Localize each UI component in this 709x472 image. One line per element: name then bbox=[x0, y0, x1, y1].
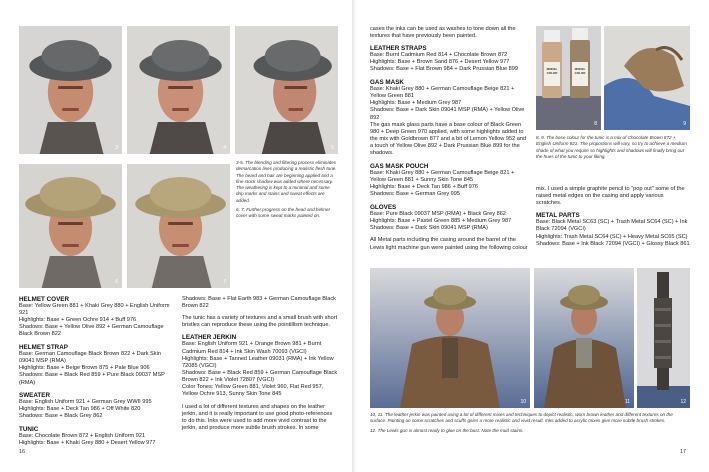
soldier-head-image bbox=[235, 26, 338, 154]
bust-side-image bbox=[534, 268, 634, 408]
bottle-label: MODEL COLOR bbox=[574, 67, 586, 75]
photo-number: 3 bbox=[115, 145, 118, 151]
paint-recipe-gas-mask bbox=[370, 79, 530, 157]
paint-recipe-gloves bbox=[370, 204, 530, 232]
soldier-head-image bbox=[127, 164, 230, 288]
recipe-line: Highlights: Base + Pastel Green 885 + Medium Grey 987 bbox=[370, 217, 512, 224]
photo-number: 7 bbox=[223, 279, 226, 285]
caption-text: 3-5. The blending and filtering process eliminates demarcation lines producing a realistic flesh tone. The beard and hair are beginning applied and a fine stock shadow was added where necessary. The weathering is kept to a minimal and some drip marks and stains and sweat effects are added. bbox=[236, 160, 337, 203]
caption-text: 8, 9. The base colour for the tunic is a mix of Chocolate Brown 872 + English Uniform 921. The proportions will vary, so try to achieve a medium shade of what you require so highlights and shadows will finally bring out the hues of the tunic to your liking. bbox=[536, 135, 687, 159]
photo-number: 4 bbox=[223, 145, 226, 151]
caption-photos-3-5 bbox=[236, 160, 338, 223]
page-number: 17 bbox=[680, 449, 687, 455]
left-column-1 bbox=[19, 296, 175, 453]
page-gutter bbox=[352, 0, 356, 472]
body-paragraph: The tunic has a variety of textures and a small brush with short bristles can reproduce these using the pointillism technique. bbox=[182, 315, 338, 329]
recipe-line: Base: English Uniform 921 + Orange Brown 981 + Burnt Cadmium Red 814 + Ink Skin Wash 70093 (VGCI) bbox=[182, 341, 322, 355]
photo-lewis-gun bbox=[637, 268, 690, 408]
photo-number: 5 bbox=[331, 145, 334, 151]
recipe-line: Base: Khaki Grey 880 + German Camouflage Beige 821 + Yellow Green 881 bbox=[370, 86, 515, 100]
paint-recipe-helmet-cover bbox=[19, 296, 175, 339]
section-heading: HELMET COVER bbox=[19, 296, 70, 303]
tunic-detail-image bbox=[604, 26, 690, 130]
recipe-line: Base: Pure Black 09037 MSP (RMA) + Black Grey 862 bbox=[370, 210, 506, 217]
right-column-1 bbox=[370, 26, 530, 252]
photo-bust-side bbox=[534, 268, 634, 408]
caption-text: 10, 11. The leather jerkin was painted using a lot of different mixes and techniques to depict realistic, worn brown leather and different textures on the surface. Painting on some scratches and scuffs gives a more realistic and vivid result. Inks added to acrylic mixes give more subtle brush strokes. bbox=[370, 412, 673, 424]
recipe-line: Shadows: Base + Black Red 859 + German Camouflage Black Brown 822 + Ink Violet 72807 (VGCI) bbox=[182, 369, 338, 383]
photo-head-progress-4 bbox=[127, 26, 230, 154]
recipe-line: Highlights: Base + Green Ochre 914 + Buff 976 bbox=[19, 317, 137, 324]
section-heading: HELMET STRAP bbox=[19, 344, 68, 352]
page-number: 16 bbox=[19, 449, 26, 455]
soldier-head-image bbox=[19, 26, 122, 154]
recipe-line: Base: Yellow Green 881 + Khaki Grey 880 + English Uniform 921 bbox=[19, 303, 170, 317]
section-heading: LEATHER JERKIN bbox=[182, 334, 237, 342]
recipe-line: Shadows: Base + Black Red 859 + Pure Black 09037 MSP (RMA) bbox=[19, 372, 165, 386]
photo-head-progress-3 bbox=[19, 26, 122, 154]
recipe-line: Base: Khaki Grey 880 + German Camouflage Beige 821 + Yellow Green 881 + Sunny Skin Tone 845 bbox=[370, 169, 515, 183]
caption-text: 6, 7. Further progress on the head and helmet cover with some sweat marks painted on. bbox=[236, 207, 330, 219]
paint-recipe-tunic bbox=[19, 426, 175, 447]
photo-bust-front bbox=[370, 268, 530, 408]
caption-text: 12. The Lewis gun is almost ready to glue on the bust. Note the mud stains. bbox=[370, 427, 524, 433]
recipe-line: Shadows: Base + Ink Black 72094 (VGCI) + Glossy Black 861 bbox=[536, 240, 690, 247]
left-column-2 bbox=[182, 296, 338, 432]
paint-recipe-metal-parts bbox=[536, 212, 690, 247]
recipe-line: Base: Burnt Cadmium Red 814 + Chocolate Brown 872 bbox=[370, 52, 508, 59]
right-column-2 bbox=[536, 186, 690, 253]
section-heading: SWEATER bbox=[19, 392, 51, 400]
photo-number: 9 bbox=[683, 121, 686, 127]
recipe-line: Shadows: Base + Flat Brown 984 + Dark Prussian Blue 899 bbox=[370, 66, 519, 73]
photo-head-progress-5 bbox=[235, 26, 338, 154]
recipe-line: Base: English Uniform 921 + German Grey WWII 995 bbox=[19, 399, 152, 406]
bust-front-image bbox=[370, 268, 530, 408]
section-heading: METAL PARTS bbox=[536, 212, 580, 220]
bottle-label: MODEL COLOR bbox=[546, 67, 558, 75]
soldier-head-image bbox=[127, 26, 230, 154]
caption-photos-10-12 bbox=[370, 412, 690, 437]
photo-number: 8 bbox=[594, 121, 597, 127]
photo-number: 10 bbox=[520, 399, 526, 405]
photo-tunic-detail bbox=[604, 26, 690, 130]
recipe-line: Color Tones: Yellow Green 881, Violet 960, Flat Red 957, Yellow Ochre 913, Sunny Skin Tone 845 bbox=[182, 384, 324, 398]
caption-photos-8-9 bbox=[536, 135, 690, 163]
recipe-line: Shadows: Base + Yellow Olive 892 + German Camouflage Black Brown 822 bbox=[19, 324, 164, 338]
photo-head-progress-7 bbox=[127, 164, 230, 288]
body-paragraph: I used a lot of different textures and shapes on the leather jerkin, and it is really important to use good photo-references to do this. Inks were used to add more vivid contrast to the jerkin, and produce more subtle brush strokes. In some bbox=[182, 403, 333, 431]
section-heading: GAS MASK POUCH bbox=[370, 162, 429, 170]
recipe-line: The gas mask glass parts have a base colour of Black Green 980 + Deep Green 970 applied, with some highlights added to the mix with Goldbrown 877 and a bit of Lemon Yellow 952 and a touch of Yellow Olive 892 + Dark Prussian Blue 899 for the shadows. bbox=[370, 121, 527, 156]
photo-paint-bottles bbox=[536, 26, 601, 130]
recipe-line: Highlights: Base + Khaki Grey 880 + Desert Yellow 977 bbox=[19, 440, 156, 447]
recipe-line: Shadows: Base + Dark Skin 09041 MSP (RMA) + Yellow Olive 892 bbox=[370, 107, 525, 121]
section-heading: GAS MASK bbox=[370, 79, 404, 87]
paint-recipe-leather-straps bbox=[370, 45, 530, 73]
recipe-line: Shadows: Base + German Grey 995 bbox=[370, 190, 461, 197]
recipe-line: Shadows: Base + Dark Skin 09041 MSP (RMA) bbox=[370, 224, 488, 231]
photo-number: 6 bbox=[115, 279, 118, 285]
recipe-line: Shadows: Base + Black Grey 862 bbox=[19, 413, 103, 420]
recipe-line: Highlights: Base + Medium Grey 987 bbox=[370, 100, 462, 107]
paint-recipe-helmet-strap bbox=[19, 344, 175, 387]
recipe-line: Highlights: Base + Tanned Leather 09031 (RMA) + Ink Yellow 72085 (VGCI) bbox=[182, 355, 334, 369]
recipe-line: Highlights: Base + Deck Tan 986 + Off White 820 bbox=[19, 406, 141, 413]
recipe-line: Highlights: Base + Deck Tan 986 + Buff 976 bbox=[370, 183, 479, 190]
body-paragraph: mix. I used a simple graphite pencil to "pop out" some of the raised metal edges on the casing and apply various scratches. bbox=[536, 186, 685, 207]
photo-number: 11 bbox=[624, 399, 630, 405]
photo-number: 12 bbox=[680, 399, 686, 405]
photo-head-progress-6 bbox=[19, 164, 122, 288]
recipe-line: Highlights: Trash Metal SC64 (SC) + Heavy Metal SC65 (SC) bbox=[536, 233, 688, 240]
recipe-line: Shadows: Base + Flat Earth 983 + German Camouflage Black Brown 822 bbox=[182, 296, 336, 310]
body-paragraph: All Metal parts including the casing around the barrel of the Lewis light machine gun were painted using the following colour bbox=[370, 237, 528, 251]
section-heading: TUNIC bbox=[19, 426, 39, 433]
lewis-gun-image bbox=[637, 268, 690, 408]
paint-bottles-image bbox=[536, 26, 601, 130]
paint-recipe-sweater bbox=[19, 392, 175, 420]
body-paragraph: cases the inks can be used as washes to tone down all the textures that have previously been painted. bbox=[370, 26, 516, 40]
paint-recipe-leather-jerkin bbox=[182, 334, 338, 398]
recipe-line: Highlights: Base + Brown Sand 876 + Desert Yellow 977 bbox=[370, 59, 510, 66]
soldier-head-image bbox=[19, 164, 122, 288]
recipe-line: Base: German Camouflage Black Brown 822 + Dark Skin 09041 MSP (RMA) bbox=[19, 351, 161, 365]
recipe-line: Base: Chocolate Brown 872 + English Uniform 921 bbox=[19, 433, 146, 440]
section-heading: LEATHER STRAPS bbox=[370, 45, 427, 53]
recipe-line: Base: Black Metal SC63 (SC) + Trash Metal SC64 (SC) + Ink Black 72094 (VGCI) bbox=[536, 219, 688, 233]
paint-recipe-gas-mask-pouch bbox=[370, 163, 530, 198]
section-heading: GLOVES bbox=[370, 203, 397, 211]
recipe-line: Highlights: Base + Beige Brown 875 + Pale Blue 906 bbox=[19, 365, 150, 372]
